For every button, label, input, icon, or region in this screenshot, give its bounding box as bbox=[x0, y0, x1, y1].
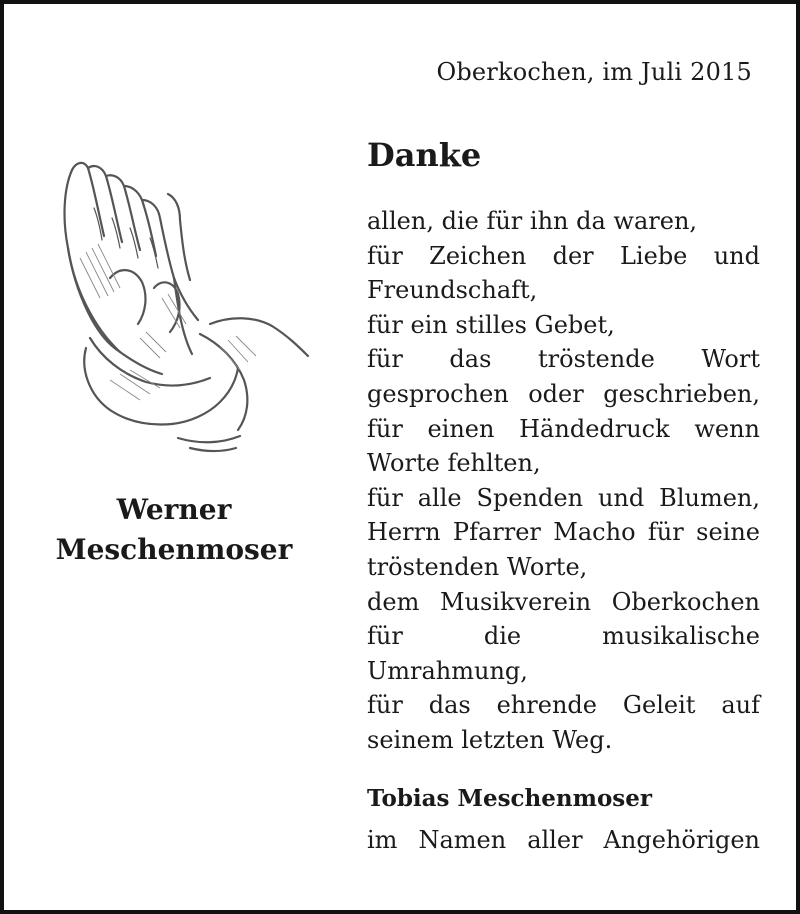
message-line: seinem letzten Weg. bbox=[367, 725, 613, 754]
signer-name: Tobias Meschenmoser bbox=[367, 785, 652, 812]
message-line: Umrahmung, bbox=[367, 656, 528, 685]
message-title: Danke bbox=[367, 136, 482, 174]
message-line: Worte fehlten, bbox=[367, 449, 541, 478]
deceased-last-name: Meschenmoser bbox=[55, 533, 293, 566]
message-line: für das ehrende Geleit auf bbox=[367, 691, 760, 720]
message-line: allen, die für ihn da waren, bbox=[367, 207, 698, 235]
message-line: für einen Händedruck wenn bbox=[367, 414, 760, 443]
deceased-first-name: Werner bbox=[116, 493, 232, 526]
message-line: dem Musikverein Oberkochen bbox=[367, 587, 760, 616]
message-line: für das tröstende Wort bbox=[367, 345, 760, 374]
message-line: Freundschaft, bbox=[367, 276, 538, 305]
message-line: für Zeichen der Liebe und bbox=[367, 241, 760, 270]
message-line: tröstenden Worte, bbox=[367, 552, 588, 581]
message-line: für ein stilles Gebet, bbox=[367, 310, 615, 339]
place-date: Oberkochen, im Juli 2015 bbox=[436, 58, 752, 86]
signer-note: im Namen aller Angehörigen bbox=[367, 826, 760, 854]
deceased-name bbox=[44, 490, 304, 570]
message-line: Herrn Pfarrer Macho für seine bbox=[367, 518, 760, 547]
message-line: für alle Spenden und Blumen, bbox=[367, 483, 760, 512]
message-body bbox=[367, 204, 760, 758]
message-line: für die musikalische bbox=[367, 622, 760, 651]
message-line: gesprochen oder geschrieben, bbox=[367, 379, 760, 408]
praying-hands-icon bbox=[50, 148, 310, 458]
